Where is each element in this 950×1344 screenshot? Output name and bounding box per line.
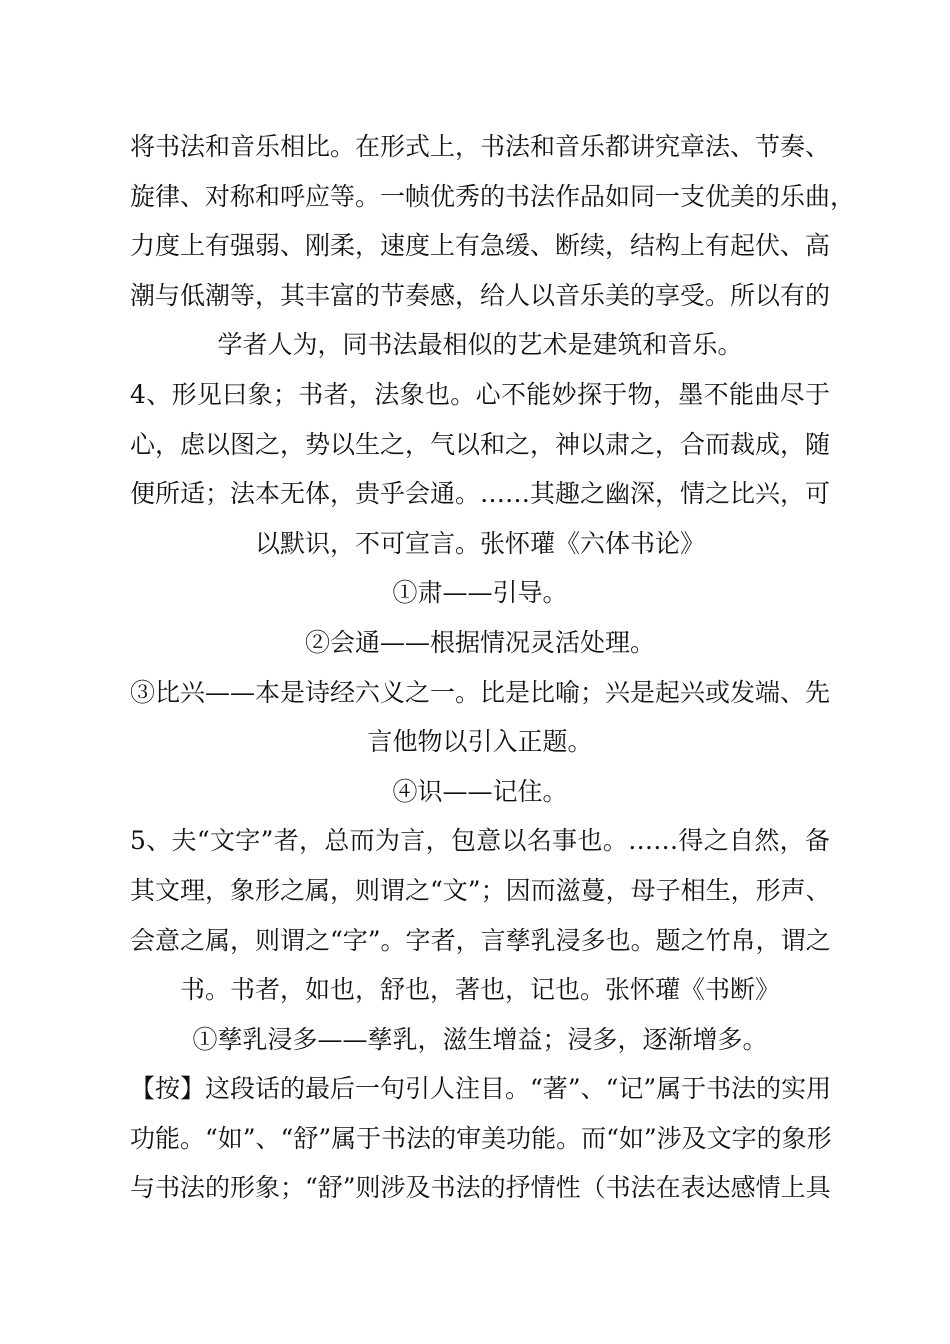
citation-line: 书。书者，如也，舒也，著也，记也。张怀瓘《书断》 bbox=[179, 975, 780, 1005]
item-5-heading-line: 5、夫“文字”者，总而为言，包意以名事也。……得之自然，备 bbox=[130, 826, 830, 856]
note-line: 与书法的形象；“舒”则涉及书法的抒情性（书法在表达感情上具 bbox=[130, 1173, 831, 1203]
text-line: 潮与低潮等，其丰富的节奏感，给人以音乐美的享受。所以有的 bbox=[130, 280, 831, 310]
annotation-line: ①孳乳浸多——孳乳，滋生增益；浸多，逐渐增多。 bbox=[192, 1024, 768, 1054]
annotation-line: ④识——记住。 bbox=[392, 776, 568, 806]
text-line: 将书法和音乐相比。在形式上，书法和音乐都讲究章法、节奏、 bbox=[130, 132, 831, 161]
annotation-line: ①肃——引导。 bbox=[392, 578, 568, 608]
annotation-line: ②会通——根据情况灵活处理。 bbox=[304, 627, 655, 657]
text-line: 心，虑以图之，势以生之，气以和之，神以肃之，合而裁成，随 bbox=[130, 429, 831, 459]
note-line: 【按】这段话的最后一句引人注目。“著”、“记”属于书法的实用 bbox=[130, 1074, 832, 1104]
body-text bbox=[130, 122, 856, 1213]
text-line: 旋律、对称和呼应等。一帧优秀的书法作品如同一支优美的乐曲， bbox=[130, 181, 856, 211]
note-line: 功能。“如”、“舒”属于书法的审美功能。而“如”涉及文字的象形 bbox=[130, 1123, 832, 1153]
text-line: 会意之属，则谓之“字”。字者，言孳乳浸多也。题之竹帛，谓之 bbox=[130, 925, 831, 955]
item-4-heading-line: 4、形见曰象；书者，法象也。心不能妙探于物，墨不能曲尽于 bbox=[130, 379, 830, 409]
text-line: 便所适；法本无体，贵乎会通。……其趣之幽深，情之比兴，可 bbox=[130, 479, 831, 509]
annotation-line: 言他物以引入正题。 bbox=[367, 727, 593, 757]
text-line: 力度上有强弱、刚柔，速度上有急缓、断续，结构上有起伏、高 bbox=[130, 231, 831, 261]
text-line: 其文理，象形之属，则谓之“文”；因而滋蔓，母子相生，形声、 bbox=[130, 875, 831, 905]
citation-line: 以默识，不可宣言。张怀瓘《六体书论》 bbox=[254, 528, 705, 558]
text-line: 学者人为，同书法最相似的艺术是建筑和音乐。 bbox=[217, 330, 743, 360]
annotation-line: ③比兴——本是诗经六义之一。比是比喻；兴是起兴或发端、先 bbox=[130, 677, 831, 707]
